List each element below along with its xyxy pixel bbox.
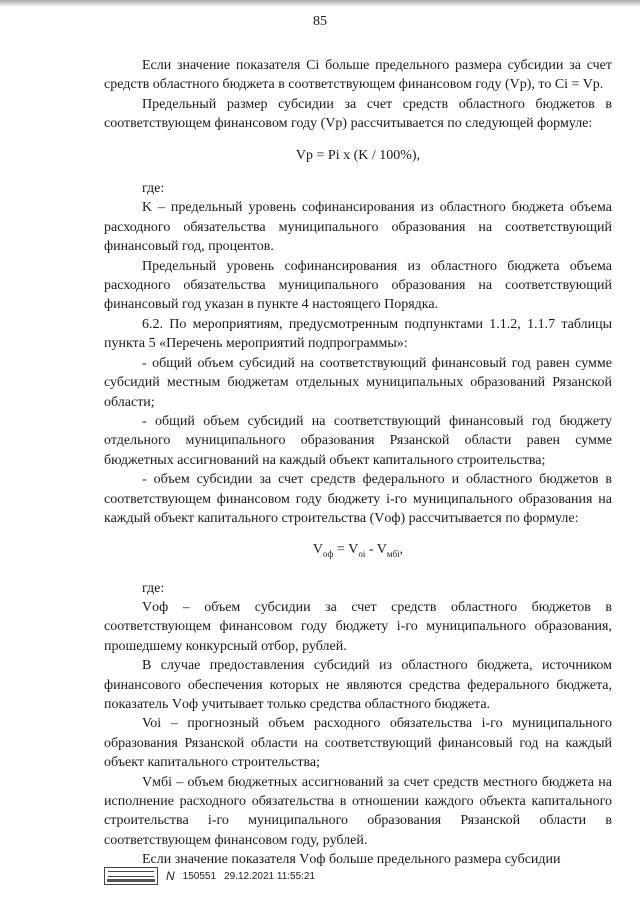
registry-stamp-icon (104, 867, 158, 885)
page-number: 85 (313, 14, 327, 29)
list-item: - объем субсидии за счет средств федерального и областного бюджетов в соответствующем финансовом году бюджету i-го муниципального образования на каждый объект капитального строительства (Vоф) рассчитывается по формуле: (104, 472, 612, 526)
paragraph: Предельный размер субсидии за счет средств областного бюджетов в соответствующем финансовом году (Vp) рассчитывается по следующей формуле: (104, 96, 612, 132)
list-item: - общий объем субсидий на соответствующий финансовый год бюджету отдельного муниципального образования Рязанской области равен сумме бюджетных ассигнований на каждый объект капитального строительства; (104, 413, 612, 468)
paragraph: Предельный уровень софинансирования из областного бюджета объема расходного обязательства муниципального образования на соответствующий финансовый год указан в пункте 4 настоящего Порядка. (104, 258, 612, 313)
paragraph: 6.2. По мероприятиям, предусмотренным подпунктами 1.1.2, 1.1.7 таблицы пункта 5 «Перечень мероприятий подпрограммы»: (104, 316, 612, 352)
doc-datetime: 29.12.2021 11:55:21 (224, 870, 316, 882)
scan-edge (0, 0, 640, 7)
paragraph: K – предельный уровень софинансирования из областного бюджета объема расходного обязательства муниципального образования на соответствующий финансовый год, процентов. (104, 200, 612, 255)
paragraph: Vмбi – объем бюджетных ассигнований за счет средств местного бюджета на исполнение расходного обязательства в отношении каждого объекта капитального строительства i-го муниципального образования Рязанской области в соответствующем финансовом году, рублей. (104, 774, 612, 848)
doc-number: 150551 (182, 870, 217, 882)
list-item: - общий объем субсидий на соответствующий финансовый год равен сумме субсидий местным бюджетам отдельных муниципальных образований Рязанской области; (104, 355, 612, 410)
footer (104, 866, 315, 886)
paragraph: Если значение показателя Ci больше предельного размера субсидии за счет средств областного бюджета в соответствующем финансовом году (Vp), то Ci = Vp. (104, 58, 612, 93)
paragraph: В случае предоставления субсидий из областного бюджета, источником финансового обеспечения которых не являются средства федерального бюджета, показатель Vоф учитывает только средства областного бюджета. (104, 658, 612, 712)
paragraph: Если значение показателя Vоф больше предельного размера субсидии (142, 852, 561, 868)
paragraph: Vоф – объем субсидии за счет средств областного бюджетов в соответствующем финансовом году бюджету i-го муниципального образования, прошедшему конкурсный отбор, рублей. (104, 599, 612, 654)
where-label: где: (142, 181, 165, 197)
paragraph: Voi – прогнозный объем расходного обязательства i-го муниципального образования Рязанской области на соответствующий финансовый год на каждый объект капитального строительства; (104, 716, 612, 771)
document-body (104, 56, 612, 870)
registry-mark: N (166, 869, 175, 883)
formula-voph: $V_{оф} = V_{oi} - V_{мбi}$, (312, 542, 404, 560)
formula-vp: Vp = Pi x (K / 100%), (295, 147, 421, 163)
where-label: где: (142, 580, 165, 596)
